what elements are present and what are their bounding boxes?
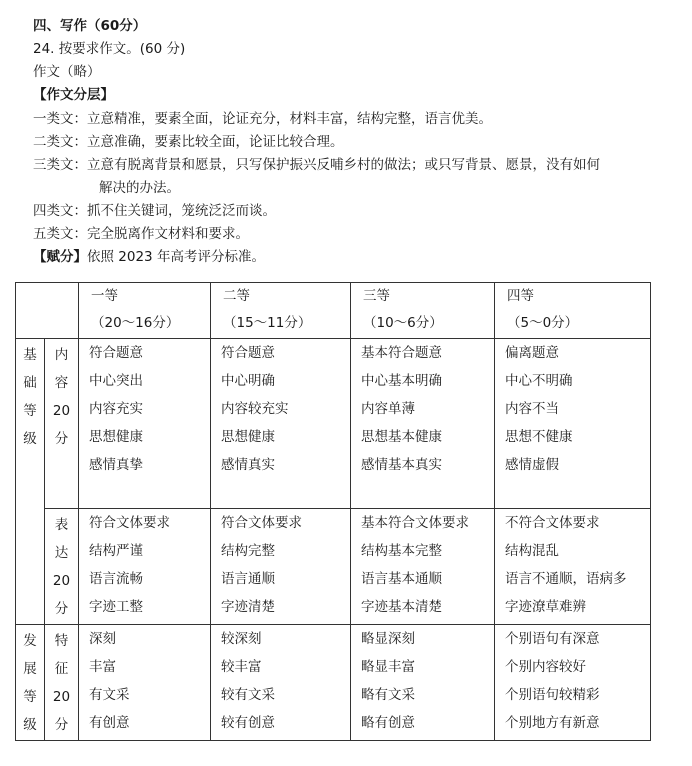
- class-label: 五类文：: [33, 226, 87, 242]
- criteria-cell: [79, 625, 211, 741]
- sub-char: 分: [54, 717, 69, 733]
- class-text: 立意有脱离背景和愿景，只写保护振兴反哺乡村的做法；或只写背景、愿景，没有如何: [87, 157, 600, 173]
- criteria-cell: [495, 625, 651, 741]
- criterion: 内容较充实: [221, 401, 289, 417]
- criterion: 思想不健康: [505, 429, 573, 445]
- criterion: 结构完整: [221, 543, 275, 559]
- question-prompt: 24. 按要求作文。(60 分): [33, 41, 186, 57]
- sub-char: 20: [52, 689, 71, 705]
- group-label-development: [16, 625, 45, 741]
- group-char: 等: [23, 689, 37, 705]
- tier-name: 二等: [223, 288, 250, 304]
- group-label-basic: [16, 339, 45, 625]
- criterion: 略有创意: [361, 715, 415, 731]
- sub-char: 容: [54, 375, 69, 391]
- criteria-cell: [495, 339, 651, 509]
- group-char: 等: [23, 403, 37, 419]
- class-3-line: [33, 154, 600, 176]
- criterion: 符合题意: [89, 345, 143, 361]
- group-char: 础: [23, 375, 37, 391]
- criterion: 思想健康: [89, 429, 143, 445]
- criterion: 略显丰富: [361, 659, 415, 675]
- class-label: 三类文：: [33, 157, 87, 173]
- class-text: 立意准确，要素比较全面，论证比较合理。: [87, 134, 344, 150]
- class-text: 抓不住关键词，笼统泛泛而谈。: [87, 203, 276, 219]
- criterion: 较有文采: [221, 687, 275, 703]
- sub-label-expression: [45, 509, 79, 625]
- content-row: [16, 339, 651, 509]
- class-3-continuation: 解决的办法。: [99, 180, 180, 196]
- grading-heading: 【作文分层】: [33, 87, 114, 103]
- group-char: 展: [23, 661, 37, 677]
- scoring-text: 依照 2023 年高考评分标准。: [87, 249, 265, 265]
- sub-label-content: [45, 339, 79, 509]
- criterion: 符合题意: [221, 345, 275, 361]
- tier-range: （20～16分）: [91, 315, 180, 331]
- criterion: 内容单薄: [361, 401, 415, 417]
- group-char: 发: [23, 633, 37, 649]
- criteria-cell: [79, 339, 211, 509]
- sub-char: 特: [54, 633, 69, 649]
- scoring-label: 【赋分】: [33, 249, 87, 265]
- tier-header: [495, 283, 651, 339]
- class-text: 立意精准，要素全面，论证充分，材料丰富，结构完整，语言优美。: [87, 111, 492, 127]
- corner-cell: [16, 283, 79, 339]
- criterion: 中心基本明确: [361, 373, 442, 389]
- criteria-cell: [495, 509, 651, 625]
- class-label: 二类文：: [33, 134, 87, 150]
- criterion: 结构基本完整: [361, 543, 442, 559]
- class-4-line: [33, 200, 276, 222]
- tier-header: [211, 283, 351, 339]
- criterion: 不符合文体要求: [505, 515, 600, 531]
- class-text: 完全脱离作文材料和要求。: [87, 226, 249, 242]
- group-char: 级: [23, 431, 37, 447]
- sub-label-feature: [45, 625, 79, 741]
- criterion: 略有文采: [361, 687, 415, 703]
- sub-char: 分: [54, 601, 69, 617]
- criterion: 感情真实: [221, 457, 275, 473]
- criterion: 基本符合文体要求: [361, 515, 469, 531]
- criterion: 较丰富: [221, 659, 262, 675]
- section-title: 四、写作（60分）: [33, 18, 147, 34]
- criterion: 有创意: [89, 715, 130, 731]
- tier-header: [351, 283, 495, 339]
- tier-header: [79, 283, 211, 339]
- criterion: 符合文体要求: [221, 515, 302, 531]
- criterion: 思想基本健康: [361, 429, 442, 445]
- criterion: 思想健康: [221, 429, 275, 445]
- criterion: 字迹基本清楚: [361, 599, 442, 615]
- sub-char: 分: [54, 431, 69, 447]
- criterion: 有文采: [89, 687, 130, 703]
- criterion: 语言不通顺，语病多: [505, 571, 627, 587]
- criterion: 个别地方有新意: [505, 715, 600, 731]
- sub-char: 表: [54, 517, 69, 533]
- criterion: 个别语句有深意: [505, 631, 600, 647]
- criterion: 个别语句较精彩: [505, 687, 600, 703]
- criterion: 中心突出: [89, 373, 143, 389]
- criterion: 符合文体要求: [89, 515, 170, 531]
- criteria-cell: [351, 509, 495, 625]
- feature-row: [16, 625, 651, 741]
- group-char: 级: [23, 717, 37, 733]
- criterion: 语言通顺: [221, 571, 275, 587]
- criterion: 丰富: [89, 659, 116, 675]
- criterion: 内容不当: [505, 401, 559, 417]
- criteria-cell: [211, 339, 351, 509]
- criteria-cell: [351, 339, 495, 509]
- grading-rubric-table: [15, 282, 651, 741]
- tier-range: （10～6分）: [363, 315, 443, 331]
- sub-char: 20: [52, 403, 71, 419]
- class-label: 四类文：: [33, 203, 87, 219]
- criterion: 内容充实: [89, 401, 143, 417]
- tier-name: 三等: [363, 288, 390, 304]
- criterion: 字迹清楚: [221, 599, 275, 615]
- criterion: 语言流畅: [89, 571, 143, 587]
- tier-range: （15～11分）: [223, 315, 312, 331]
- essay-note: 作文（略）: [33, 64, 101, 80]
- criterion: 基本符合题意: [361, 345, 442, 361]
- tier-name: 四等: [507, 288, 534, 304]
- criteria-cell: [351, 625, 495, 741]
- criterion: 感情虚假: [505, 457, 559, 473]
- criterion: 结构混乱: [505, 543, 559, 559]
- sub-char: 内: [54, 347, 69, 363]
- criterion: 字迹工整: [89, 599, 143, 615]
- criterion: 较深刻: [221, 631, 262, 647]
- criterion: 感情真挚: [89, 457, 143, 473]
- expression-row: [16, 509, 651, 625]
- criteria-cell: [211, 625, 351, 741]
- criterion: 偏离题意: [505, 345, 559, 361]
- criterion: 中心明确: [221, 373, 275, 389]
- criterion: 感情基本真实: [361, 457, 442, 473]
- class-5-line: [33, 223, 249, 245]
- class-1-line: [33, 108, 492, 130]
- sub-char: 20: [52, 573, 71, 589]
- criterion: 个别内容较好: [505, 659, 586, 675]
- tier-header-row: [16, 283, 651, 339]
- sub-char: 达: [54, 545, 69, 561]
- criteria-cell: [211, 509, 351, 625]
- criterion: 深刻: [89, 631, 116, 647]
- criterion: 中心不明确: [505, 373, 573, 389]
- group-char: 基: [23, 347, 37, 363]
- criterion: 字迹潦草难辨: [505, 599, 586, 615]
- tier-name: 一等: [91, 288, 118, 304]
- sub-char: 征: [54, 661, 69, 677]
- criterion: 略显深刻: [361, 631, 415, 647]
- criterion: 较有创意: [221, 715, 275, 731]
- class-2-line: [33, 131, 344, 153]
- criteria-cell: [79, 509, 211, 625]
- criterion: 结构严谨: [89, 543, 143, 559]
- scoring-line: [33, 246, 265, 268]
- tier-range: （5～0分）: [507, 315, 579, 331]
- criterion: 语言基本通顺: [361, 571, 442, 587]
- class-label: 一类文：: [33, 111, 87, 127]
